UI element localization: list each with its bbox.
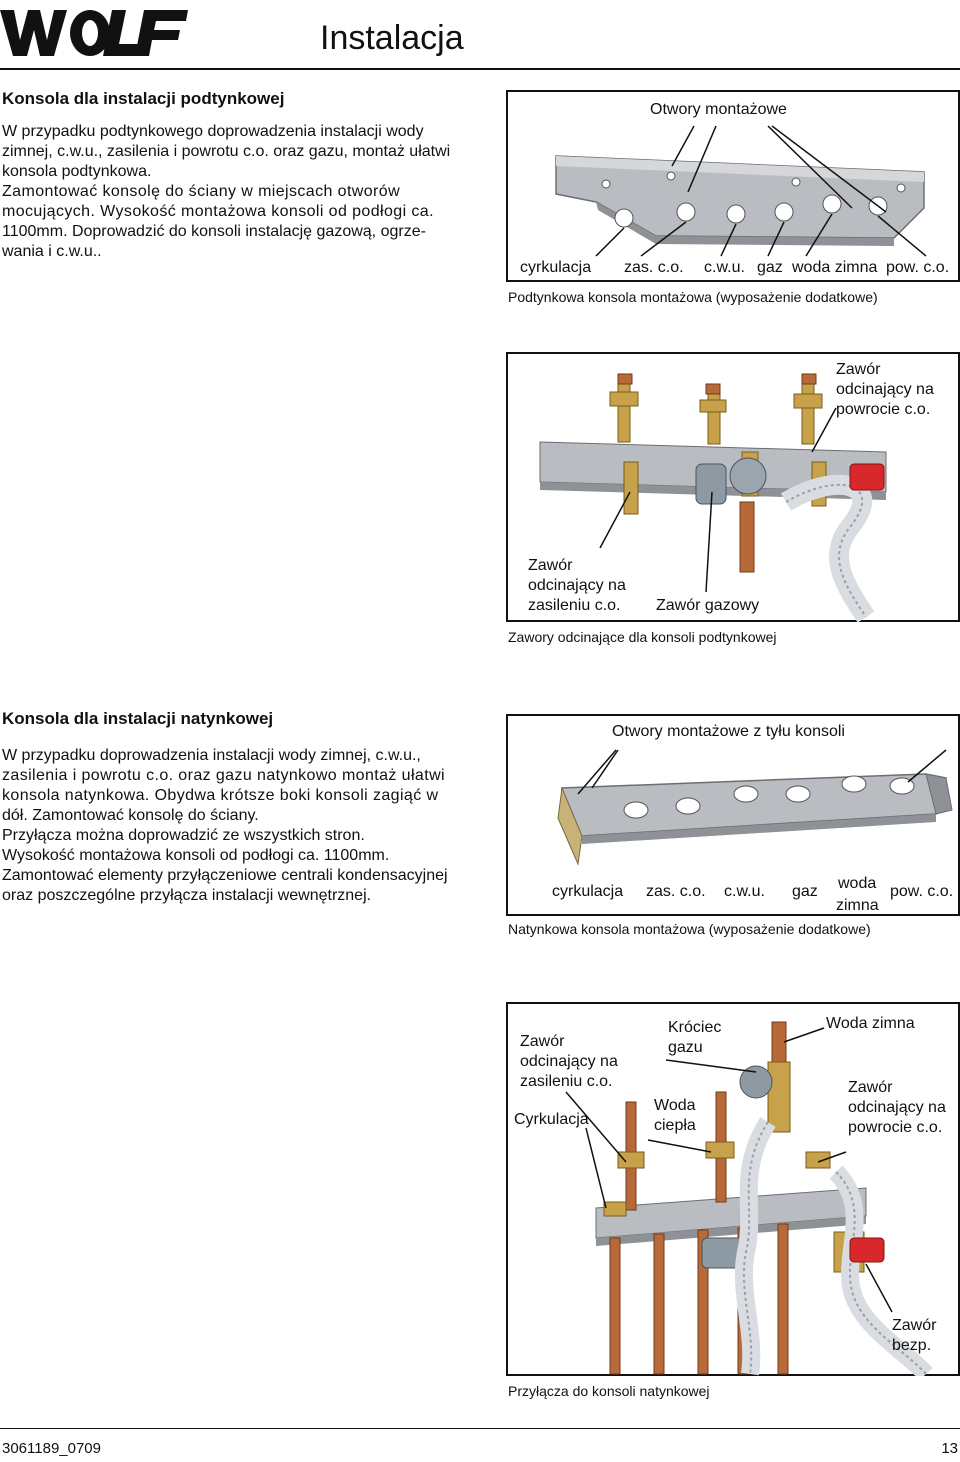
paragraph-line: oraz poszczególne przyłącza instalacji wewnętrznej. <box>2 887 372 904</box>
figure-caption-natynkowa: Natynkowa konsola montażowa (wyposażenie dodatkowe) <box>508 921 871 937</box>
label-gaz: gaz <box>792 883 818 900</box>
section-heading-podtynkowa: Konsola dla instalacji podtynkowej <box>2 89 285 108</box>
page-title: Instalacja <box>320 19 464 57</box>
label-cwu: c.w.u. <box>724 883 765 900</box>
wolf-logo <box>0 4 188 60</box>
label-otwory-tyl: Otwory montażowe z tyłu konsoli <box>612 723 845 740</box>
label-gaz: gaz <box>757 259 783 276</box>
label-pow-co: pow. c.o. <box>890 883 954 900</box>
label-cyrkulacja: cyrkulacja <box>520 259 592 276</box>
label-otwory-montazowe: Otwory montażowe <box>650 101 787 118</box>
label-pow-co: pow. c.o. <box>886 259 950 276</box>
label-zas-co: zas. c.o. <box>646 883 706 900</box>
label-cyrkulacja: Cyrkulacja <box>514 1111 589 1128</box>
section-body-podtynkowa <box>2 122 472 262</box>
paragraph-line: Przyłącza można doprowadzić ze wszystkich stron. <box>2 827 365 844</box>
figure-caption-przylacza: Przyłącza do konsoli natynkowej <box>508 1383 710 1399</box>
label-woda-ciepla: Woda ciepła <box>654 1097 696 1134</box>
paragraph-line: Wysokość montażowa konsoli od podłogi ca. 1100mm. <box>2 847 390 864</box>
label-woda: woda <box>838 875 877 892</box>
paragraph-line: zimnej, c.w.u., zasilenia i powrotu c.o. oraz gazu, montaż ułatwi <box>2 143 451 160</box>
label-cyrkulacja: cyrkulacja <box>552 883 624 900</box>
paragraph-line: mocujących. Wysokość montażowa konsoli od podłogi ca. <box>2 203 434 220</box>
section-heading-natynkowa: Konsola dla instalacji natynkowej <box>2 709 274 728</box>
paragraph-line: 1100mm. Doprowadzić do konsoli instalację gazową, ogrze- <box>2 223 426 240</box>
page-number: 13 <box>941 1440 958 1457</box>
label-zawor-zasilenie-co: Zawór odcinający na zasileniu c.o. <box>520 1033 618 1090</box>
paragraph-line: konsola podtynkowa. <box>2 163 152 180</box>
label-cwu: c.w.u. <box>704 259 745 276</box>
paragraph-line: Zamontować konsolę do ściany w miejscach otworów <box>2 183 401 200</box>
paragraph-line: W przypadku doprowadzenia instalacji wody zimnej, c.w.u., <box>2 747 421 764</box>
label-zawor-gazowy: Zawór gazowy <box>656 597 760 614</box>
label-zimna: zimna <box>836 897 879 914</box>
paragraph-line: dół. Zamontować konsolę do ściany. <box>2 807 259 824</box>
section-body-natynkowa <box>2 746 472 906</box>
document-number: 3061189_0709 <box>2 1440 101 1457</box>
header-rule <box>0 68 960 70</box>
label-woda-zimna: Woda zimna <box>826 1015 915 1032</box>
footer-rule <box>0 1428 960 1429</box>
label-zawor-zasilenie-co: Zawór odcinający na zasileniu c.o. <box>528 557 626 614</box>
label-zawor-bezp: Zawór bezp. <box>892 1317 937 1354</box>
paragraph-line: W przypadku podtynkowego doprowadzenia instalacji wody <box>2 123 424 140</box>
paragraph-line: wania i c.w.u.. <box>2 243 102 260</box>
label-woda-zimna: woda zimna <box>792 259 878 276</box>
label-zawor-powrot-co: Zawór odcinający na powrocie c.o. <box>848 1079 946 1136</box>
paragraph-line: zasilenia i powrotu c.o. oraz gazu natynkowo montaż ułatwi <box>2 767 445 784</box>
paragraph-line: konsola natynkowa. Obydwa krótsze boki konsoli zagiąć w <box>2 787 439 804</box>
label-zas-co: zas. c.o. <box>624 259 684 276</box>
figure-caption-podtynkowa: Podtynkowa konsola montażowa (wyposażenie dodatkowe) <box>508 289 878 305</box>
paragraph-line: Zamontować elementy przyłączeniowe centrali kondensacyjnej <box>2 867 448 884</box>
label-zawor-powrot-co: Zawór odcinający na powrocie c.o. <box>836 361 934 418</box>
label-krociec-gazu: Króciec gazu <box>668 1019 722 1056</box>
figure-caption-zawory: Zawory odcinające dla konsoli podtynkowej <box>508 629 777 645</box>
